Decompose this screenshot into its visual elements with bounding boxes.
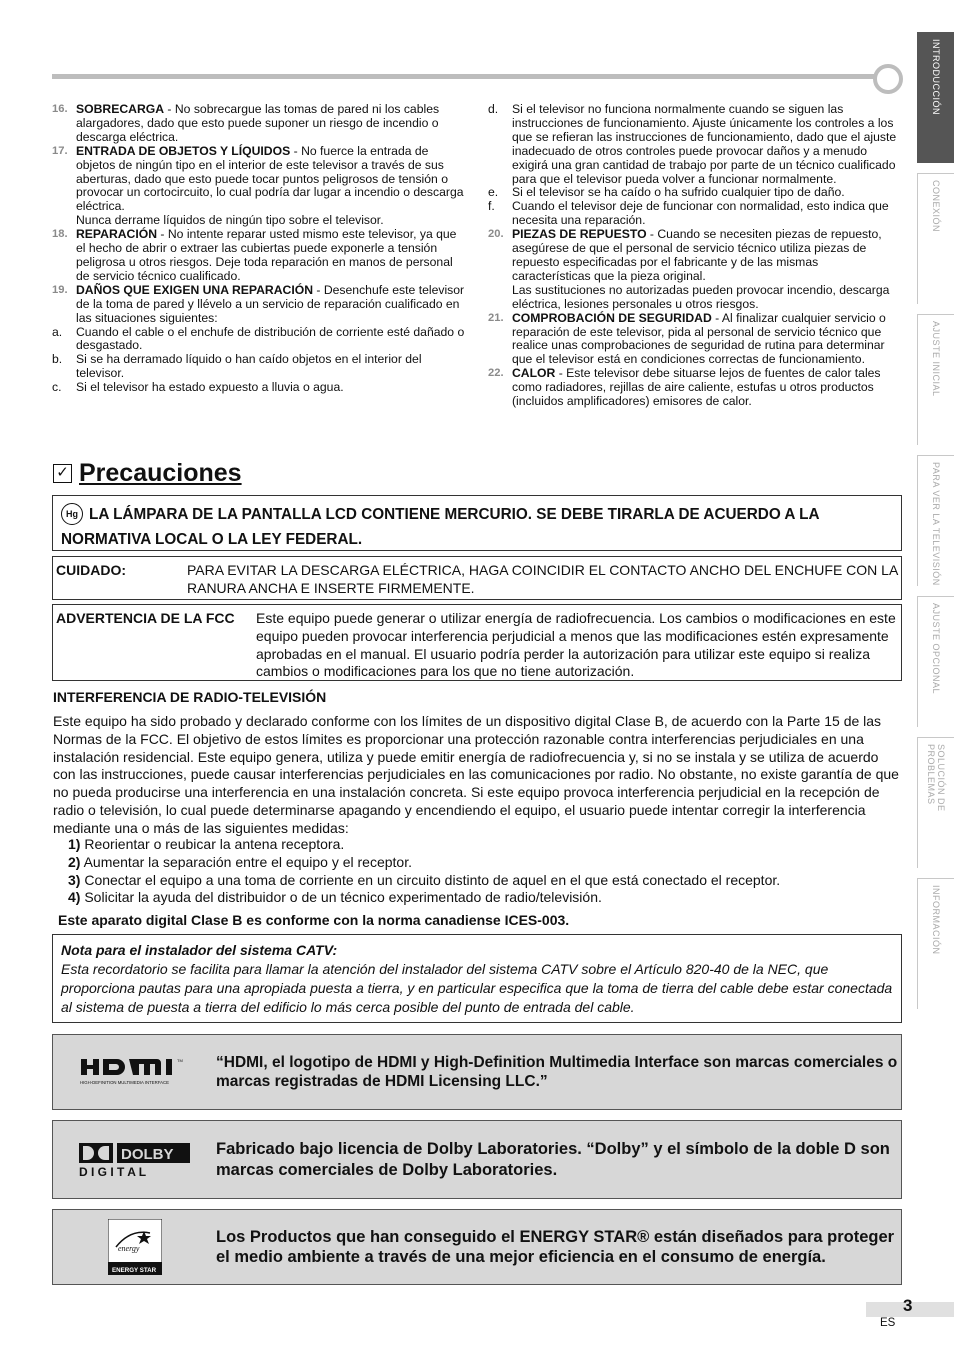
catv-note-text: Esta recordatorio se facilita para llamar la atención del instalador del sistema CATV sobre el Artículo 820-40 de la NEC, que proporciona pautas para una apropiada puesta a tierra, y en particular especifica que la toma de tierra del cable debe estar conectada al sistema de puesta a tierra del edificio lo más cerca posible del punto de entrada del cable. — [61, 961, 893, 1015]
section-title — [53, 459, 242, 488]
list-item — [52, 103, 467, 145]
list-item-text: - No sobrecargue las tomas de pared ni los cables alargadores, dado que esto puede suponer un riesgo de incendio o descarga eléctrica. — [76, 102, 440, 144]
checkbox-icon: ✓ — [53, 464, 72, 483]
catv-note-title: Nota para el instalador del sistema CATV: — [61, 942, 338, 958]
svg-text:D I G I T A L: D I G I T A L — [78, 1164, 146, 1179]
list-item — [52, 381, 467, 395]
list-marker: 22. — [488, 367, 504, 380]
hdmi-logo — [53, 1057, 216, 1087]
safety-list-left — [52, 103, 467, 395]
list-item-text: Si el televisor ha estado expuesto a lluvia o agua. — [76, 380, 344, 395]
list-item-text: - Desenchufe este televisor de la toma de pared y llévelo a un servicio de reparación cualificado en las situaciones siguientes: — [76, 282, 465, 325]
mercury-warning-text: LA LÁMPARA DE LA PANTALLA LCD CONTIENE MERCURIO. SE DEBE TIRARLA DE ACUERDO A LA NORMATIVA LOCAL O LA LEY FEDERAL. — [61, 506, 819, 548]
caution-label: CUIDADO: — [56, 562, 126, 578]
list-item — [52, 353, 467, 381]
fcc-text: Este equipo puede generar o utilizar energía de radiofrecuencia. Los cambios o modificaciones en este equipo pueden provocar interferencia perjudicial a menos que las modificaciones estén expresamente aprobadas en el manual. El usuario podría perder la autorización para utilizar este equipo si realiza cambios o modificaciones para los que no tiene autorización. — [256, 610, 896, 680]
tab-informacion[interactable]: INFORMACIÓN — [917, 878, 954, 1009]
list-item — [488, 312, 900, 368]
header-rule-end-circle — [873, 64, 903, 94]
list-item-extra: Las sustituciones no autorizadas pueden provocar incendio, descarga eléctrica, lesiones personales u otros riesgos. — [512, 282, 890, 311]
interference-measures — [68, 836, 780, 907]
list-item — [52, 228, 467, 284]
tab-conexion[interactable]: CONEXIÓN — [917, 173, 954, 304]
mercury-hg-icon: Hg — [61, 503, 83, 525]
list-marker: c. — [52, 380, 62, 395]
list-item-title: PIEZAS DE REPUESTO — [512, 227, 647, 242]
dolby-logo — [53, 1141, 216, 1179]
list-marker: b. — [52, 352, 63, 367]
list-marker: 17. — [52, 144, 68, 157]
list-marker: 21. — [488, 311, 504, 324]
list-item-title: COMPROBACIÓN DE SEGURIDAD — [512, 310, 712, 325]
list-marker: 20. — [488, 228, 504, 241]
list-item — [52, 284, 467, 326]
page-number: 3 — [903, 1296, 913, 1315]
list-marker: 19. — [52, 283, 68, 296]
tab-solucion-de-problemas[interactable]: SOLUCIÓN DE PROBLEMAS — [917, 737, 954, 868]
list-item-extra: Nunca derrame líquidos de ningún tipo sobre el televisor. — [76, 213, 384, 228]
measure-item: 3) Conectar el equipo a una toma de corriente en un circuito distinto de aquel en el que está conectado el receptor. — [68, 871, 781, 888]
measure-item: 1) Reorientar o reubicar la antena receptora. — [68, 836, 345, 852]
header-rule — [52, 74, 880, 79]
measure-item: 2) Aumentar la separación entre el equipo y el receptor. — [68, 853, 412, 870]
list-item-text: Si el televisor no funciona normalmente cuando se siguen las instrucciones de funcionamiento. Ajuste únicamente los controles a los que se refieran las instrucciones de funcionamiento, dado que el ajuste inadecuado de otros controles puede provocar daños y a menudo exigirá una gran cantidad de trabajo por parte de un técnico cualificado para que el televisor pueda volver a funcionar normalmente. — [512, 102, 897, 186]
hdmi-trademark-box — [52, 1034, 902, 1110]
caution-box — [52, 556, 902, 600]
list-marker: 16. — [52, 103, 68, 115]
list-item-text: - Al finalizar cualquier servicio o reparación de este televisor, pida al personal de servicio técnico que realice unas comprobaciones de seguridad de rutina para determinar que el televisor está en condiciones correctas de funcionamiento. — [512, 310, 886, 367]
dolby-trademark-text: Fabricado bajo licencia de Dolby Laboratories. “Dolby” y el símbolo de la doble D son marcas comerciales de Dolby Laboratories. — [216, 1139, 890, 1179]
hdmi-trademark-text: “HDMI, el logotipo de HDMI y High-Definition Multimedia Interface son marcas comerciales o marcas registradas de HDMI Licensing LLC.” — [216, 1053, 898, 1090]
list-marker: f. — [488, 199, 495, 214]
hdmi-logo-icon — [79, 1057, 191, 1087]
section-title-text: Precauciones — [79, 459, 242, 487]
svg-text:HIGH-DEFINITION MULTIMEDIA INT: HIGH-DEFINITION MULTIMEDIA INTERFACE — [79, 1080, 169, 1085]
list-item-title: REPARACIÓN — [76, 227, 158, 242]
mercury-warning-box — [52, 495, 902, 551]
svg-text:TM: TM — [176, 1058, 183, 1063]
list-item — [488, 103, 900, 186]
svg-text:energy: energy — [117, 1244, 139, 1253]
section-sidebar — [917, 0, 954, 1348]
language-code: ES — [880, 1317, 896, 1329]
dolby-trademark-box — [52, 1120, 902, 1199]
energy-star-icon — [108, 1219, 162, 1275]
list-marker: d. — [488, 102, 499, 116]
svg-text:DOLBY: DOLBY — [120, 1145, 173, 1163]
list-item-text: Cuando el cable o el enchufe de distribución de corriente esté dañado o desgastado. — [76, 324, 465, 353]
canada-compliance-note: Este aparato digital Clase B es conforme con la norma canadiense ICES-003. — [58, 912, 570, 928]
tab-para-ver-la-television[interactable]: PARA VER LA TELEVISIÓN — [917, 455, 954, 586]
list-item-text: - Este televisor debe situarse lejos de fuentes de calor tales como radiadores, rejillas de aire caliente, estufas u otros productos (incluidos amplificadores) emisores de calor. — [512, 366, 881, 409]
interference-title: INTERFERENCIA DE RADIO-TELEVISIÓN — [53, 689, 327, 705]
list-item — [488, 200, 900, 228]
energy-star-logo — [53, 1219, 216, 1275]
fcc-label: ADVERTENCIA DE LA FCC — [56, 610, 235, 626]
list-item — [488, 186, 900, 200]
list-item — [488, 228, 900, 311]
list-item-text: Cuando el televisor deje de funcionar con normalidad, esto indica que necesita una reparación. — [512, 199, 889, 228]
safety-list-right — [488, 103, 900, 409]
catv-note-box — [52, 934, 902, 1023]
dolby-double-d-icon — [78, 1141, 192, 1179]
interference-text: Este equipo ha sido probado y declarado conforme con los límites de un dispositivo digital Clase B, de acuerdo con la Parte 15 de las Normas de la FCC. El objetivo de estos límites es proporcionar una protección razonable contra interferencias perjudiciales en una instalación residencial. Este equipo genera, utiliza y puede emitir energía de radiofrecuencia y, si no se instala y se utiliza de acuerdo con las instrucciones, puede causar interferencias perjudiciales en las comunicaciones por radio. No obstante, no existe garantía de que no pueda producirse una interferencia en una instalación concreta. Si este equipo provoca interferencia perjudicial en la recepción de radio o televisión, lo cual puede determinarse apagando y encendiendo el equipo, el usuario puede intentar corregir la interferencia mediante una o más de las siguientes medidas: — [53, 713, 899, 836]
tab-introduccion[interactable]: INTRODUCCIÓN — [917, 32, 954, 163]
list-item — [52, 326, 467, 354]
list-item — [488, 367, 900, 409]
list-item-text: Si se ha derramado líquido o han caído objetos en el interior del televisor. — [76, 352, 422, 381]
list-item-text: Si el televisor se ha caído o ha sufrido cualquier tipo de daño. — [512, 185, 845, 200]
list-item-text: - No intente reparar usted mismo este televisor, ya que el hecho de abrir o extraer las cubiertas puede exponerle a tensión peligrosa u otros riesgos. Deje toda reparación en manos de personal de servicio técnico cualificado. — [76, 227, 457, 283]
tab-ajuste-inicial[interactable]: AJUSTE INICIAL — [917, 314, 954, 445]
caution-text: PARA EVITAR LA DESCARGA ELÉCTRICA, HAGA COINCIDIR EL CONTACTO ANCHO DEL ENCHUFE CON LA RANURA ANCHA E INSERTE FIRMEMENTE. — [187, 562, 898, 596]
tab-ajuste-opcional[interactable]: AJUSTE OPCIONAL — [917, 596, 954, 727]
list-item-title: ENTRADA DE OBJETOS Y LÍQUIDOS — [76, 143, 291, 158]
measure-item: 4) Solicitar la ayuda del distribuidor o de un técnico experimentado de radio/televisión. — [68, 889, 602, 906]
energy-star-text: Los Productos que han conseguido el ENERGY STAR® están diseñados para proteger el medio ambiente a través de una mejor eficiencia en el consumo de energía. — [216, 1227, 895, 1266]
list-item-text: - Cuando se necesiten piezas de repuesto, asegúrese de que el personal de servicio técnico utiliza piezas de repuesto especificadas por el fabricante y de las mismas características que la pieza original. — [512, 227, 882, 283]
list-marker: e. — [488, 185, 499, 200]
list-marker: a. — [52, 324, 63, 339]
fcc-warning-box — [52, 604, 902, 681]
list-item-title: SOBRECARGA — [76, 102, 165, 116]
list-item-text: - No fuerce la entrada de objetos de ningún tipo en el interior de este televisor a través de sus aberturas, dado que esto puede tocar puntos peligrosos de tensión o provocar un cortocircuito, lo cual podría dar lugar a incendio o descarga eléctrica. — [76, 143, 464, 214]
svg-text:ENERGY STAR: ENERGY STAR — [111, 1267, 156, 1274]
energy-star-box — [52, 1209, 902, 1285]
list-item — [52, 145, 467, 228]
list-item-title: DAÑOS QUE EXIGEN UNA REPARACIÓN — [76, 282, 314, 297]
list-marker: 18. — [52, 228, 68, 241]
list-item-title: CALOR — [512, 366, 556, 381]
